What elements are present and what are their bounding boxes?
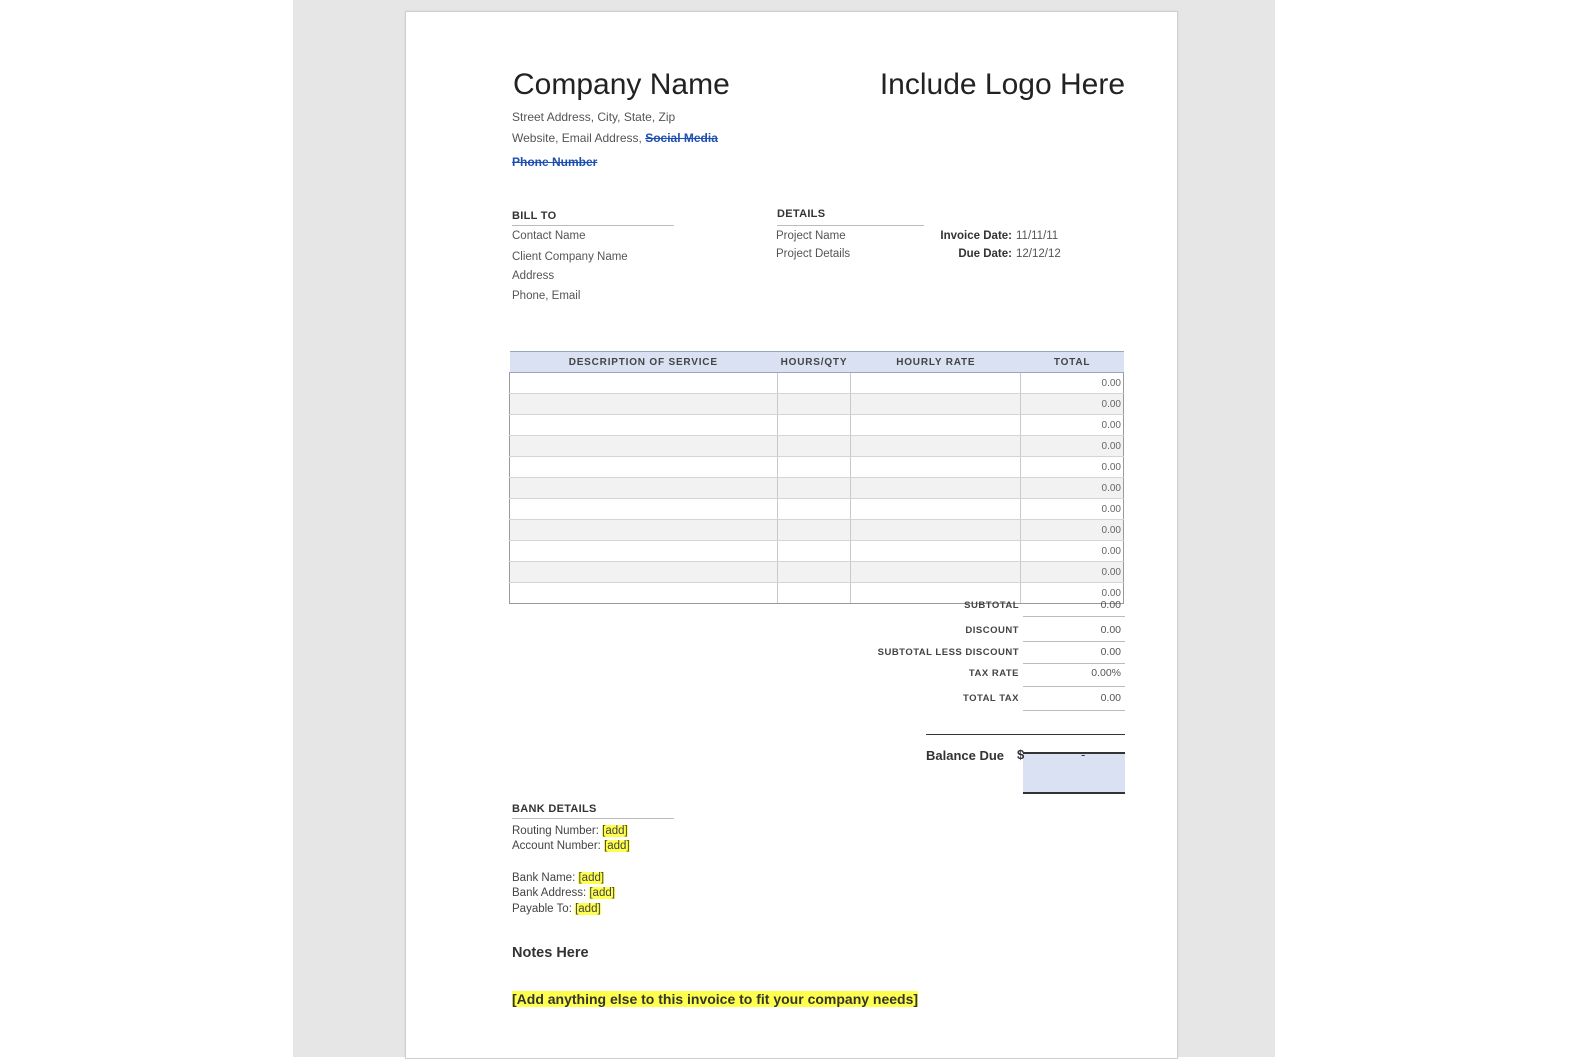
project-name: Project Name: [776, 230, 846, 242]
balance-due-value: -: [1081, 747, 1086, 762]
bank-details-divider: [512, 818, 674, 819]
company-contact-line: [512, 131, 718, 145]
routing-number-placeholder: [add]: [602, 825, 628, 837]
balance-due-top-rule: [926, 734, 1125, 735]
rate-cell[interactable]: [851, 457, 1021, 478]
total-cell[interactable]: 0.00: [1021, 373, 1124, 394]
invoice-page: [405, 11, 1178, 1059]
table-row: [510, 499, 1124, 520]
total-cell[interactable]: 0.00: [1021, 394, 1124, 415]
qty-cell[interactable]: [777, 436, 851, 457]
description-cell[interactable]: [510, 499, 778, 520]
qty-cell[interactable]: [777, 499, 851, 520]
table-row: [510, 415, 1124, 436]
total-cell[interactable]: 0.00: [1021, 499, 1124, 520]
tax-rate-label: TAX RATE: [968, 668, 1019, 679]
phone-number-link[interactable]: Phone Number: [512, 155, 598, 169]
bill-to-address: Address: [512, 270, 555, 282]
table-row: [510, 520, 1124, 541]
table-row: [510, 457, 1124, 478]
description-cell[interactable]: [510, 394, 778, 415]
subtotal-less-discount-label: SUBTOTAL LESS DISCOUNT: [877, 647, 1019, 658]
currency-symbol: $: [1017, 747, 1025, 762]
discount-divider: [1023, 641, 1125, 642]
phone-number-line: [512, 155, 597, 169]
account-number-placeholder: [add]: [604, 840, 630, 852]
table-row: [510, 562, 1124, 583]
project-details: Project Details: [776, 248, 851, 260]
total-tax-label: TOTAL TAX: [962, 693, 1019, 704]
company-name: Company Name: [513, 68, 730, 101]
payable-to-placeholder: [add]: [575, 903, 601, 915]
balance-due-label: Balance Due: [926, 748, 1005, 763]
column-header-qty: HOURS/QTY: [777, 352, 851, 373]
payable-to-line: Payable To: [add]: [512, 903, 601, 915]
subtotal-less-discount-divider: [1023, 663, 1125, 664]
bill-to-contact-name: Contact Name: [512, 230, 586, 242]
description-cell[interactable]: [510, 541, 778, 562]
table-row: [510, 373, 1124, 394]
description-cell[interactable]: [510, 562, 778, 583]
total-cell[interactable]: 0.00: [1021, 562, 1124, 583]
qty-cell[interactable]: [777, 583, 851, 604]
description-cell[interactable]: [510, 415, 778, 436]
column-header-description: DESCRIPTION OF SERVICE: [510, 352, 778, 373]
tax-rate-value: 0.00%: [1091, 667, 1121, 679]
column-header-rate: HOURLY RATE: [851, 352, 1021, 373]
total-cell[interactable]: 0.00: [1021, 478, 1124, 499]
qty-cell[interactable]: [777, 562, 851, 583]
subtotal-divider: [1023, 616, 1125, 617]
rate-cell[interactable]: [851, 436, 1021, 457]
logo-placeholder: Include Logo Here: [879, 68, 1125, 101]
rate-cell[interactable]: [851, 562, 1021, 583]
social-media-link[interactable]: Social Media: [645, 131, 718, 145]
bill-to-phone-email: Phone, Email: [512, 290, 581, 302]
subtotal-value: 0.00: [1100, 599, 1121, 611]
line-items-table: [509, 351, 1124, 604]
bill-to-company-name: Client Company Name: [512, 251, 628, 263]
table-header-row: [510, 352, 1124, 373]
invoice-date-value: 11/11/11: [1016, 230, 1059, 242]
rate-cell[interactable]: [851, 520, 1021, 541]
description-cell[interactable]: [510, 520, 778, 541]
details-divider: [777, 225, 924, 226]
due-date-value: 12/12/12: [1016, 248, 1061, 260]
rate-cell[interactable]: [851, 415, 1021, 436]
table-row: [510, 436, 1124, 457]
total-cell[interactable]: 0.00: [1021, 541, 1124, 562]
subtotal-label: SUBTOTAL: [964, 600, 1019, 611]
bank-name-placeholder: [add]: [578, 872, 605, 884]
description-cell[interactable]: [510, 457, 778, 478]
table-row: [510, 541, 1124, 562]
description-cell[interactable]: [510, 373, 778, 394]
notes-text: [Add anything else to this invoice to fit your company needs]: [512, 991, 919, 1007]
notes-heading: Notes Here: [512, 945, 589, 961]
details-heading: DETAILS: [777, 208, 826, 220]
bank-details-heading: BANK DETAILS: [512, 803, 597, 815]
tax-rate-divider: [1023, 686, 1125, 687]
qty-cell[interactable]: [777, 373, 851, 394]
subtotal-less-discount-value: 0.00: [1100, 646, 1121, 658]
rate-cell[interactable]: [851, 541, 1021, 562]
routing-number-line: Routing Number: [add]: [512, 825, 628, 837]
company-address: Street Address, City, State, Zip: [512, 110, 676, 124]
rate-cell[interactable]: [851, 499, 1021, 520]
total-cell[interactable]: 0.00: [1021, 520, 1124, 541]
due-date-label: Due Date:: [958, 248, 1012, 260]
account-number-line: Account Number: [add]: [512, 840, 630, 852]
description-cell[interactable]: [510, 436, 778, 457]
total-cell[interactable]: 0.00: [1021, 436, 1124, 457]
qty-cell[interactable]: [777, 541, 851, 562]
bank-name-line: Bank Name: [add]: [512, 872, 605, 884]
total-tax-divider: [1023, 710, 1125, 711]
qty-cell[interactable]: [777, 415, 851, 436]
total-tax-value: 0.00: [1100, 692, 1121, 704]
total-cell[interactable]: 0.00: [1021, 583, 1124, 604]
qty-cell[interactable]: [777, 457, 851, 478]
total-cell[interactable]: 0.00: [1021, 457, 1124, 478]
description-cell[interactable]: [510, 583, 778, 604]
rate-cell[interactable]: [851, 373, 1021, 394]
bank-address-placeholder: [add]: [589, 887, 615, 899]
column-header-total: TOTAL: [1021, 352, 1124, 373]
bank-address-line: Bank Address: [add]: [512, 887, 615, 899]
total-cell[interactable]: 0.00: [1021, 415, 1124, 436]
table-row: [510, 394, 1124, 415]
rate-cell[interactable]: [851, 478, 1021, 499]
discount-value: 0.00: [1100, 624, 1121, 636]
qty-cell[interactable]: [777, 520, 851, 541]
qty-cell[interactable]: [777, 478, 851, 499]
qty-cell[interactable]: [777, 394, 851, 415]
description-cell[interactable]: [510, 478, 778, 499]
table-row: [510, 478, 1124, 499]
rate-cell[interactable]: [851, 394, 1021, 415]
discount-label: DISCOUNT: [965, 625, 1019, 636]
contact-prefix: Website, Email Address,: [512, 131, 642, 145]
balance-due-box: [1023, 752, 1125, 794]
bill-to-heading: BILL TO: [512, 210, 557, 222]
bill-to-divider: [512, 225, 674, 226]
invoice-date-label: Invoice Date:: [940, 230, 1012, 242]
